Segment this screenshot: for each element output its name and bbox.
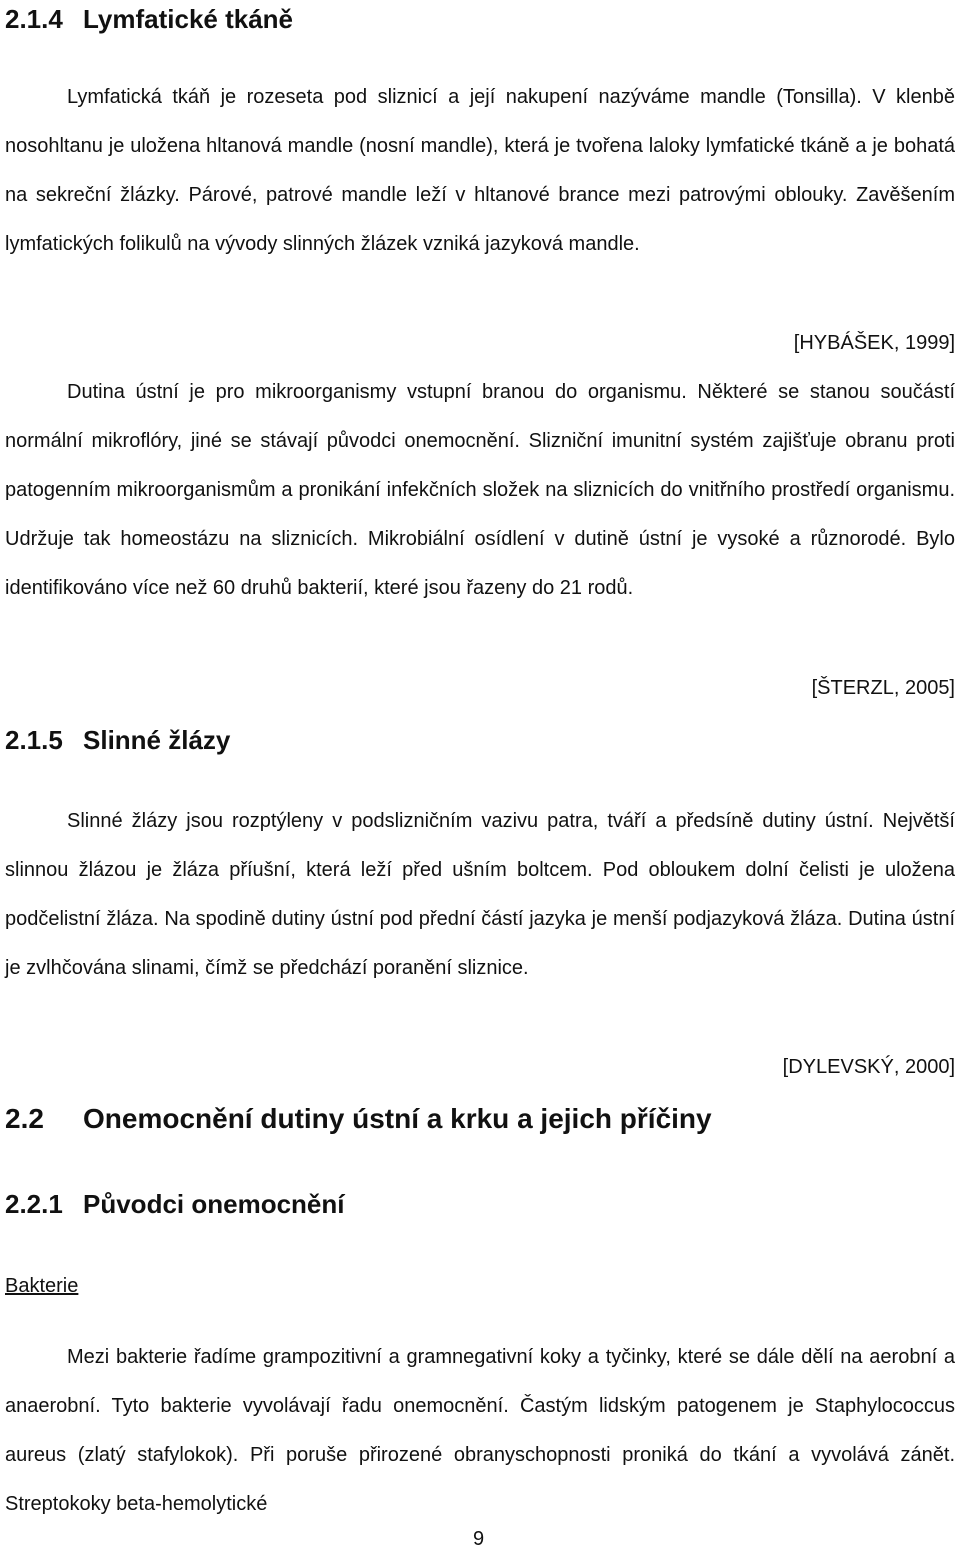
- heading-number: 2.1.5: [5, 725, 63, 755]
- paragraph-oral-microflora: Dutina ústní je pro mikroorganismy vstupní branou do organismu. Některé se stanou součástí normální mikroflóry, jiné se stávají původci onemocnění. Slizniční imunitní systém zajišťuje obranu proti patogenním mikroorganismům a pronikání infekčních složek na sliznicích do vnitřního prostředí organismu. Udržuje tak homeostázu na sliznicích. Mikrobiální osídlení v dutině ústní je vysoké a různorodé. Bylo identifikováno více než 60 druhů bakterií, které jsou řazeny do 21 rodů.: [5, 381, 955, 599]
- subheading-bakterie: Bakterie: [5, 1275, 79, 1297]
- heading-title: Slinné žlázy: [83, 725, 231, 755]
- document-page: [5, 0, 955, 1558]
- heading-number: 2.2: [5, 1103, 44, 1134]
- heading-slinne-zlazy: [5, 723, 230, 757]
- citation-sterzl: [ŠTERZL, 2005]: [811, 677, 955, 699]
- heading-title: Lymfatické tkáně: [83, 4, 294, 34]
- heading-lymfaticke-tkane: [5, 2, 293, 36]
- paragraph-lymph-tissue: Lymfatická tkáň je rozeseta pod sliznicí a její nakupení nazýváme mandle (Tonsilla). V klenbě nosohltanu je uložena hltanová mandle (nosní mandle), která je tvořena laloky lymfatické tkáně a je bohatá na sekreční žlázky. Párové, patrové mandle leží v hltanové brance mezi patrovými oblouky. Zavěšením lymfatických folikulů na vývody slinných žlázek vzniká jazyková mandle.: [5, 86, 955, 255]
- page-number: 9: [473, 1528, 485, 1550]
- citation-dylevsky: [DYLEVSKÝ, 2000]: [782, 1056, 955, 1078]
- heading-title: Onemocnění dutiny ústní a krku a jejich příčiny: [83, 1103, 712, 1134]
- paragraph-salivary-glands: Slinné žlázy jsou rozptýleny v podslizničním vazivu patra, tváří a předsíně dutiny ústní. Největší slinnou žlázou je žláza příušní, která leží před ušním boltcem. Pod obloukem dolní čelisti je uložena podčelistní žláza. Na spodině dutiny ústní pod přední částí jazyka je menší podjazyková žláza. Dutina ústní je zvlhčována slinami, čímž se předchází poranění sliznice.: [5, 810, 955, 979]
- heading-onemocneni: [5, 1101, 712, 1137]
- heading-number: 2.1.4: [5, 4, 63, 34]
- citation-hybasek: [HYBÁŠEK, 1999]: [793, 332, 955, 354]
- heading-title: Původci onemocnění: [83, 1189, 345, 1219]
- heading-puvodci-onemocneni: [5, 1187, 345, 1221]
- heading-number: 2.2.1: [5, 1189, 63, 1219]
- paragraph-bacteria: Mezi bakterie řadíme grampozitivní a gramnegativní koky a tyčinky, které se dále dělí na aerobní a anaerobní. Tyto bakterie vyvolávají řadu onemocnění. Častým lidským patogenem je Staphylococcus aureus (zlatý stafylokok). Při poruše přirozené obranyschopnosti proniká do tkání a vyvolává zánět. Streptokoky beta-hemolytické: [5, 1346, 955, 1515]
